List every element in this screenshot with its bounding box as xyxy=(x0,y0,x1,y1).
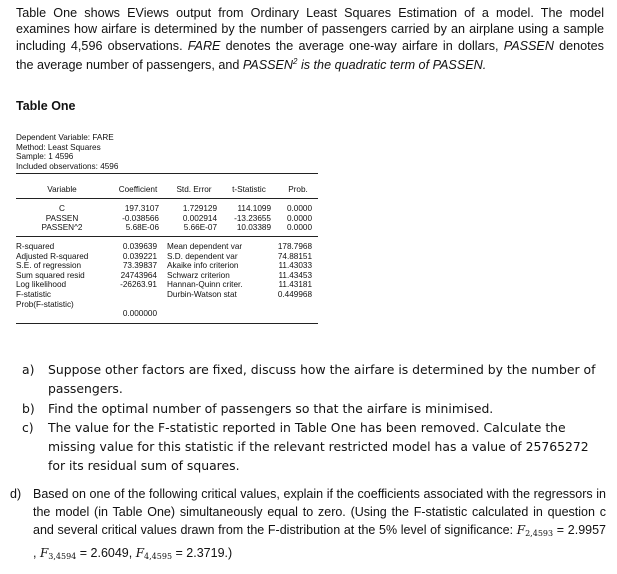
stat-adj-r-squared-label: Adjusted R-squared xyxy=(16,251,89,261)
passen2-superscript: 2 xyxy=(293,57,298,67)
row-coefficient: 5.68E-06 xyxy=(125,223,159,232)
stat-ssr-label: Sum squared resid xyxy=(16,270,85,280)
row-prob: 0.0000 xyxy=(286,213,312,223)
row-t-statistic: 10.03389 xyxy=(236,223,271,232)
row-variable: PASSEN xyxy=(45,213,79,223)
row-std-error: 5.66E-07 xyxy=(183,223,217,232)
passen-variable: PASSEN xyxy=(503,38,554,53)
question-c-label: c) xyxy=(22,419,34,435)
stat-schwarz-value: 11.43453 xyxy=(278,270,312,280)
stat-sd-dep-value: 74.88151 xyxy=(277,251,312,261)
meta-sample: Sample: 1 4596 xyxy=(16,152,74,162)
stat-r-squared-value: 0.039639 xyxy=(122,242,157,251)
row-t-statistic: -13.23655 xyxy=(234,213,271,223)
header-coefficient: Coefficient xyxy=(118,185,158,194)
stat-sd-dep-label: S.D. dependent var xyxy=(167,251,238,261)
coef-bottom-rule xyxy=(16,236,318,237)
stat-schwarz-label: Schwarz criterion xyxy=(167,270,230,280)
header-variable: Variable xyxy=(47,185,77,194)
intro-text-3: denotes the average number of passengers, and xyxy=(16,38,604,73)
header-t-statistic: t-Statistic xyxy=(232,185,266,194)
stats-right-labels xyxy=(167,242,243,300)
cv-separator: , xyxy=(33,545,40,560)
row-variable: PASSEN^2 xyxy=(41,223,83,232)
cv1-value: = 2.9957 xyxy=(553,523,606,538)
stats-left-values xyxy=(111,242,157,318)
row-t-statistic: 114.1099 xyxy=(237,204,271,213)
row-coefficient: -0.038566 xyxy=(122,213,159,223)
intro-text-2: denotes the average one-way airfare in dollars, xyxy=(220,38,504,53)
stat-akaike-value: 11.43033 xyxy=(278,261,312,271)
passen2-name: PASSEN xyxy=(242,58,294,73)
question-c xyxy=(22,418,607,476)
stat-log-likelihood-label: Log likelihood xyxy=(16,280,67,290)
stat-durbin-watson-value: 0.449968 xyxy=(277,289,312,299)
intro-paragraph xyxy=(16,5,604,74)
stats-left-labels xyxy=(16,242,88,309)
stat-se-regression-label: S.E. of regression xyxy=(16,261,82,271)
stat-r-squared-label: R-squared xyxy=(16,242,55,251)
question-a-text: Suppose other factors are fixed, discuss how the airfare is determined by the number of passengers. xyxy=(48,362,596,397)
critical-value-3 xyxy=(136,546,172,560)
stat-durbin-watson-label: Durbin-Watson stat xyxy=(167,289,237,299)
intro-text-1: Table One shows EViews output from Ordinary Least Squares Estimation of a model. The model examines how airfare is determined by the number of passengers carried by an airplane using a sample including 4,596 observations. xyxy=(16,6,604,53)
question-d xyxy=(10,485,606,566)
row-std-error: 1.729129 xyxy=(182,204,217,213)
critical-value-1 xyxy=(517,523,553,537)
cv3-symbol: F xyxy=(135,545,145,560)
table-top-rule xyxy=(16,173,318,174)
question-a-label: a) xyxy=(22,362,35,377)
cv3-value: = 2.3719.) xyxy=(172,545,233,560)
regression-meta xyxy=(16,133,318,171)
meta-observations: Included observations: 4596 xyxy=(16,161,119,171)
stat-mean-dep-label: Mean dependent var xyxy=(167,242,243,251)
row-prob: 0.0000 xyxy=(286,204,312,213)
row-variable: C xyxy=(59,204,65,213)
stat-akaike-label: Akaike info criterion xyxy=(167,261,239,271)
question-b-label: b) xyxy=(22,400,35,416)
question-c-text: The value for the F-statistic reported in Table One has been removed. Calculate the missing value for this statistic if the relevant restricted model has a value of 25765272 for its residual sum of squares. xyxy=(48,419,589,474)
question-b-text: Find the optimal number of passengers so that the airfare is minimised. xyxy=(48,400,494,416)
stat-mean-dep-value: 178.7968 xyxy=(277,242,312,251)
meta-method: Method: Least Squares xyxy=(16,142,101,152)
questions-a-c xyxy=(22,360,607,476)
cv1-symbol: F xyxy=(516,523,526,538)
header-prob: Prob. xyxy=(288,185,308,194)
eviews-output xyxy=(16,133,318,318)
stat-f-statistic-label: F-statistic xyxy=(16,289,52,299)
meta-dependent: Dependent Variable: FARE xyxy=(16,133,114,142)
table-bottom-rule xyxy=(16,323,318,324)
stat-hannan-quinn-label: Hannan-Quinn criter. xyxy=(167,280,243,290)
question-d-body xyxy=(10,485,606,566)
cv2-symbol: F xyxy=(39,545,49,560)
stat-f-statistic-value xyxy=(111,290,157,300)
question-d-label: d) xyxy=(10,487,22,501)
stats-right-values xyxy=(266,242,312,300)
intro-text-4: is the quadratic term of PASSEN. xyxy=(297,58,487,73)
table-heading: Table One xyxy=(16,99,76,113)
cv1-df: 2,4593 xyxy=(525,529,554,539)
stat-ssr-value: 24743964 xyxy=(120,270,157,280)
stat-hannan-quinn-value: 11.43181 xyxy=(278,280,312,290)
question-d-text: Based on one of the following critical values, explain if the coefficients associated with the regressors in the model (in Table One) simultaneously equal to zero. (Using the F-statistic calculated in question c and several critical values drawn from the F-distribution at the 5% level of significance: xyxy=(33,487,606,538)
passen2-variable xyxy=(243,58,298,72)
row-std-error: 0.002914 xyxy=(182,213,217,223)
cv2-value: = 2.6049, xyxy=(76,545,133,560)
cv2-df: 3,4594 xyxy=(48,551,77,561)
header-bottom-rule xyxy=(16,198,318,199)
stat-se-regression-value: 73.39837 xyxy=(122,261,157,271)
stat-log-likelihood-value: -26263.91 xyxy=(120,280,157,290)
stat-adj-r-squared-value: 0.039221 xyxy=(122,251,157,261)
header-std-error: Std. Error xyxy=(176,185,212,194)
question-b xyxy=(22,399,607,418)
row-coefficient: 197.3107 xyxy=(124,204,159,213)
fare-variable: FARE xyxy=(187,38,221,53)
row-prob: 0.0000 xyxy=(286,223,312,232)
critical-value-2 xyxy=(40,546,76,560)
cv3-df: 4,4595 xyxy=(144,551,173,561)
stat-prob-f-value: 0.000000 xyxy=(122,308,157,318)
stat-prob-f-label: Prob(F-statistic) xyxy=(16,299,74,309)
question-a xyxy=(22,360,607,399)
